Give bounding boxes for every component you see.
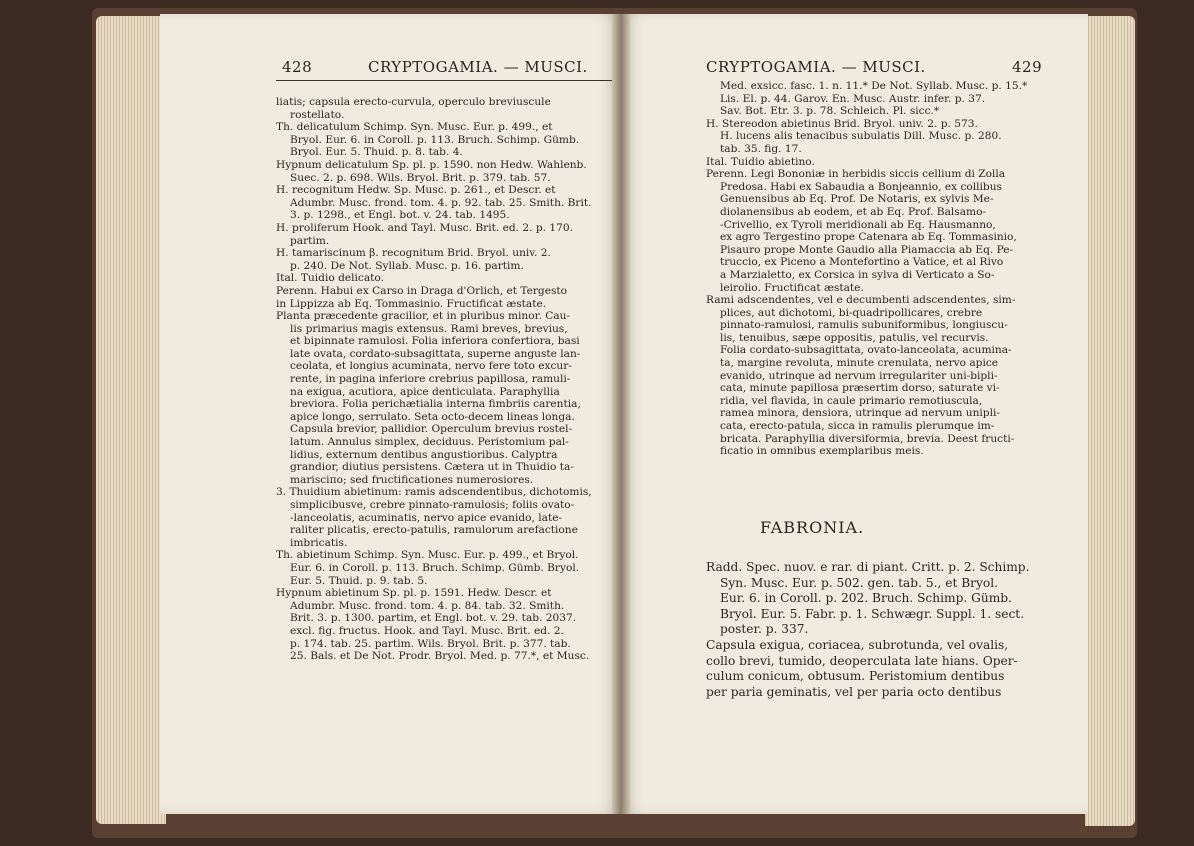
text-line: ficatio in omnibus exemplaribus meis. bbox=[720, 445, 924, 458]
text-line: Bryol. Eur. 6. in Coroll. p. 113. Bruch. Schimp. Gümb. bbox=[290, 133, 580, 146]
text-line: lis, tenuibus, sæpe oppositis, patulis, vel recurvis. bbox=[720, 331, 989, 344]
text-line: in Lippizza ab Eq. Tommasinio. Fructificat æstate. bbox=[276, 297, 547, 310]
text-line: raliter plicatis, erecto-patulis, ramulorum arefactione bbox=[290, 524, 578, 537]
text-line: Hypnum delicatulum Sp. pl. p. 1590. non Hedw. Wahlenb. bbox=[276, 158, 587, 171]
text-line: H. proliferum Hook. and Tayl. Musc. Brit. ed. 2. p. 170. bbox=[276, 221, 573, 234]
left-head-rule bbox=[276, 80, 612, 81]
text-line: na exigua, acutiora, apice denticulata. Paraphyllia bbox=[290, 385, 560, 398]
text-line: apice longo, serrulato. Seta octo-decem lineas longa. bbox=[290, 410, 575, 423]
text-line: simplicibusve, crebre pinnato-ramulosis; foliis ovato- bbox=[290, 499, 575, 511]
text-line: Adumbr. Musc. frond. tom. 4. p. 92. tab. 25. Smith. Brit. bbox=[290, 196, 592, 209]
text-line: pinnato-ramulosi, ramulis subuniformibus, longiuscu- bbox=[720, 319, 1008, 332]
text-line: -Crivellio, ex Tyroli meridionali ab Eq. Hausmanno, bbox=[720, 218, 996, 231]
text-line: cata, minute papillosa præsertim dorso, saturate vi- bbox=[720, 382, 1000, 395]
text-line: Radd. Spec. nuov. e rar. di piant. Critt. p. 2. Schimp. bbox=[706, 560, 1030, 574]
text-line: rente, in pagina inferiore crebrius papillosa, ramuli- bbox=[290, 373, 571, 386]
text-line: plices, aut dichotomi, bi-quadripollicares, crebre bbox=[720, 306, 983, 319]
text-line: 3. p. 1298., et Engl. bot. v. 24. tab. 1495. bbox=[290, 209, 510, 222]
text-line: Ital. Tuidio delicato. bbox=[276, 272, 384, 285]
text-line: Perenn. Habui ex Carso in Draga d'Orlich, et Tergesto bbox=[276, 284, 568, 297]
text-line: Eur. 5. Thuid. p. 9. tab. 5. bbox=[290, 574, 428, 587]
text-line: Sav. Bot. Etr. 3. p. 78. Schleich. Pl. sicc.* bbox=[720, 105, 940, 118]
text-line: ramea minora, densiora, utrinque ad nervum unipli- bbox=[720, 407, 1000, 420]
text-line: Capsula brevior, pallidior. Operculum brevius rostel- bbox=[290, 423, 573, 436]
text-line: Pisauro prope Monte Gaudio alla Piamaccia ab Eq. Pe- bbox=[720, 243, 1014, 256]
text-line: breviora. Folia perichætialia interna fimbriis carentia, bbox=[290, 398, 581, 411]
text-line: Bryol. Eur. 5. Thuid. p. 8. tab. 4. bbox=[290, 146, 463, 159]
text-line: a Marzialetto, ex Corsica in sylva di Verticato a So- bbox=[720, 268, 995, 281]
text-line: Syn. Musc. Eur. p. 502. gen. tab. 5., et Bryol. bbox=[720, 575, 998, 590]
text-line: imbricatis. bbox=[290, 536, 348, 549]
text-line: Bryol. Eur. 5. Fabr. p. 1. Schwægr. Suppl. 1. sect. bbox=[720, 606, 1025, 621]
text-line: latum. Annulus simplex, deciduus. Peristomium pal- bbox=[290, 436, 569, 449]
left-body-text bbox=[276, 96, 616, 663]
fabronia-body-text bbox=[706, 560, 1046, 700]
text-line: Ital. Tuidio abietino. bbox=[706, 155, 815, 168]
text-line: Perenn. Legi Bononiæ in herbidis siccis cellium di Zolla bbox=[706, 168, 1006, 181]
text-line: Th. delicatulum Schimp. Syn. Musc. Eur. p. 499., et bbox=[276, 121, 553, 134]
text-line: Adumbr. Musc. frond. tom. 4. p. 84. tab. 32. Smith. bbox=[290, 599, 565, 612]
text-line: Th. abietinum Schimp. Syn. Musc. Eur. p. 499., et Bryol. bbox=[276, 549, 579, 562]
text-line: H. lucens alis tenacibus subulatis Dill. Musc. p. 280. bbox=[720, 130, 1002, 143]
text-line: 25. Bals. et De Not. Prodr. Bryol. Med. p. 77.*, et Musc. bbox=[290, 650, 590, 663]
page-edges-right bbox=[1085, 16, 1135, 826]
text-line: per paria geminatis, vel per paria octo dentibus bbox=[706, 684, 1002, 699]
text-line: marisciпо; sed fructificationes numerosiores. bbox=[290, 473, 534, 486]
text-line: Folia cordato-subsagittata, ovato-lanceolata, acumina- bbox=[720, 344, 1012, 357]
text-line: Predosa. Habi ex Sabaudia a Bonjeannio, ex collibus bbox=[720, 180, 1002, 193]
text-line: diolanensibus ab eodem, et ab Eq. Prof. Balsamo- bbox=[720, 205, 987, 218]
text-line: liatis; capsula erecto-curvula, operculo breviuscule bbox=[276, 96, 551, 108]
text-line: Rami adscendentes, vel e decumbenti adscendentes, sim- bbox=[706, 294, 1016, 307]
text-line: rostellato. bbox=[290, 108, 345, 121]
right-page-number: 429 bbox=[1012, 58, 1043, 76]
text-line: lidius, externum dentibus angustioribus. Calyptra bbox=[290, 448, 558, 461]
text-line: 3. Thuidium abietinum: ramis adscendentibus, dichotomis, bbox=[276, 486, 592, 499]
text-line: Lis. El. p. 44. Garov. En. Musc. Austr. infer. p. 37. bbox=[720, 92, 986, 105]
text-line: et bipinnate ramulosi. Folia inferiora confertiora, basi bbox=[290, 335, 580, 348]
text-line: collo brevi, tumido, deoperculata late hians. Oper- bbox=[706, 653, 1018, 668]
text-line: ex agro Tergestino prope Catenara ab Eq. Tommasinio, bbox=[720, 231, 1017, 244]
text-line: bricata. Paraphyllia diversiformia, brevia. Deest fructi- bbox=[720, 432, 1015, 445]
text-line: leirolio. Fructificat æstate. bbox=[720, 281, 864, 294]
text-line: tab. 35. fig. 17. bbox=[720, 142, 802, 155]
text-line: partim. bbox=[290, 234, 330, 247]
text-line: Capsula exigua, coriacea, subrotunda, vel ovalis, bbox=[706, 637, 1009, 652]
text-line: p. 240. De Not. Syllab. Musc. p. 16. partim. bbox=[290, 259, 524, 272]
text-line: late ovata, cordato-subsagittata, superne anguste lan- bbox=[290, 347, 581, 360]
page-edges-left bbox=[96, 16, 166, 824]
text-line: Suec. 2. p. 698. Wils. Bryol. Brit. p. 379. tab. 57. bbox=[290, 171, 551, 184]
section-title-fabronia: FABRONIA. bbox=[760, 518, 865, 537]
text-line: Eur. 6. in Coroll. p. 113. Bruch. Schimp. Gümb. Bryol. bbox=[290, 561, 580, 574]
text-line: evanido, utrinque ad nervum irregulariter uni-bipli- bbox=[720, 369, 998, 382]
text-line: H. tamariscinum β. recognitum Brid. Bryol. univ. 2. bbox=[276, 247, 551, 260]
text-line: grandior, diutius persistens. Cætera ut in Thuidio ta- bbox=[290, 461, 574, 474]
text-line: H. recognitum Hedw. Sp. Musc. p. 261., et Descr. et bbox=[276, 184, 556, 197]
text-line: Genuensibus ab Eq. Prof. De Notaris, ex sylvis Me- bbox=[720, 193, 994, 206]
text-line: ridia, vel flavida, in caule primario remotiuscula, bbox=[720, 394, 983, 407]
text-line: Brit. 3. p. 1300. partim, et Engl. bot. v. 29. tab. 2037. bbox=[290, 612, 577, 625]
text-line: lis primarius magis extensus. Rami breves, brevius, bbox=[290, 322, 568, 335]
text-line: p. 174. tab. 25. partim. Wils. Bryol. Brit. p. 377. tab. bbox=[290, 637, 571, 650]
text-line: -lanceolatis, acuminatis, nervo apice evanido, late- bbox=[290, 511, 563, 524]
text-line: Hypnum abietinum Sp. pl. p. 1591. Hedw. Descr. et bbox=[276, 587, 552, 600]
text-line: truccio, ex Piceno a Montefortino a Vatice, et al Rivo bbox=[720, 256, 1004, 269]
text-line: Planta præcedente gracilior, et in pluribus minor. Cau- bbox=[276, 310, 571, 323]
left-page-number: 428 bbox=[282, 58, 313, 76]
text-line: poster. p. 337. bbox=[720, 622, 809, 637]
text-line: ta, margine revoluta, minute crenulata, nervo apice bbox=[720, 357, 999, 370]
text-line: cata, erecto-patula, sicca in ramulis plerumque im- bbox=[720, 420, 995, 433]
text-line: H. Stereodon abietinus Brid. Bryol. univ. 2. p. 573. bbox=[706, 117, 978, 130]
text-line: culum conicum, obtusum. Peristomium dentibus bbox=[706, 669, 1005, 684]
left-running-title: CRYPTOGAMIA. — MUSCI. bbox=[368, 58, 588, 76]
right-body-text bbox=[706, 80, 1044, 458]
text-line: Med. exsicc. fasc. 1. n. 11.* De Not. Syllab. Musc. p. 15.* bbox=[720, 80, 1028, 92]
text-line: ceolata, et longius acuminata, nervo fere toto excur- bbox=[290, 360, 572, 373]
text-line: Eur. 6. in Coroll. p. 202. Bruch. Schimp. Gümb. bbox=[720, 591, 1012, 606]
right-running-title: CRYPTOGAMIA. — MUSCI. bbox=[706, 58, 926, 76]
text-line: excl. fig. fructus. Hook. and Tayl. Musc. Brit. ed. 2. bbox=[290, 624, 564, 637]
